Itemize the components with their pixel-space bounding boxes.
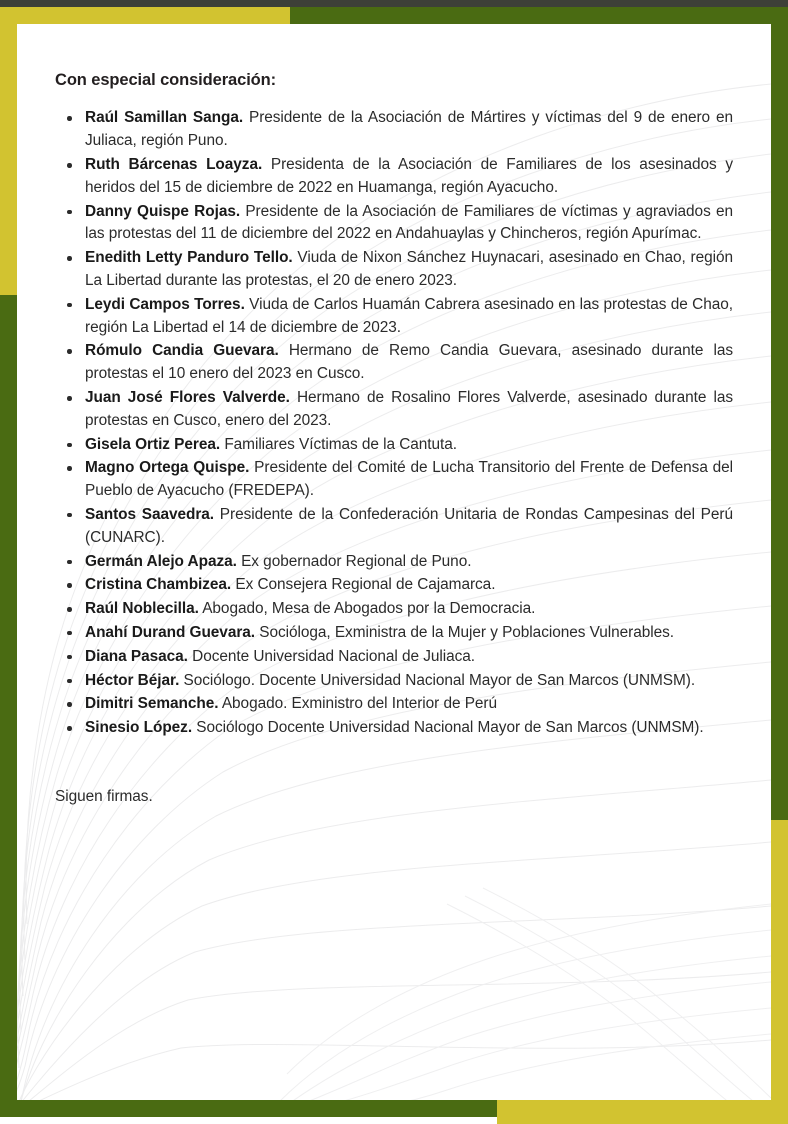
- signatory-description: Presidente de la Asociación de Mártires y víctimas del 9 de enero en Juliaca, región Puno.: [85, 109, 733, 150]
- signatory-name: Raúl Noblecilla.: [85, 600, 199, 618]
- signatory-name: Anahí Durand Guevara.: [85, 623, 255, 641]
- list-item: [55, 551, 733, 574]
- bottom-border-green: [0, 1100, 497, 1117]
- list-item: [55, 646, 733, 669]
- list-item: [55, 504, 733, 550]
- list-item: [55, 247, 733, 293]
- list-item: [55, 387, 733, 433]
- bottom-border-yellow: [497, 1100, 788, 1124]
- signatory-description: Sociólogo. Docente Universidad Nacional Mayor de San Marcos (UNMSM).: [183, 671, 696, 689]
- list-item: [55, 201, 733, 247]
- list-item: [55, 434, 733, 457]
- signatory-name: Ruth Bárcenas Loayza.: [85, 156, 263, 174]
- signatory-description: Presidente de la Confederación Unitaria de Rondas Campesinas del Perú (CUNARC).: [85, 505, 733, 546]
- signatory-name: Danny Quispe Rojas.: [85, 202, 241, 220]
- signatory-name: Sinesio López.: [85, 719, 193, 737]
- signatory-name: Raúl Samillan Sanga.: [85, 109, 244, 127]
- signatory-description: Hermano de Rosalino Flores Valverde, asesinado durante las protestas en Cusco, enero del 2023.: [85, 389, 733, 429]
- signatory-description: Presidenta de la Asociación de Familiares de los asesinados y heridos del 15 de diciembre de 2022 en Huamanga, región Ayacucho.: [85, 156, 733, 196]
- top-dark-strip: [0, 0, 788, 7]
- list-item: [55, 457, 733, 503]
- left-border-yellow: [0, 7, 17, 295]
- list-item: [55, 294, 733, 340]
- signatory-name: Magno Ortega Quispe.: [85, 459, 250, 477]
- top-border-green: [290, 7, 788, 24]
- top-border-yellow: [0, 7, 290, 24]
- signatory-name: Cristina Chambizea.: [85, 576, 232, 594]
- signatory-description: Docente Universidad Nacional de Juliaca.: [192, 647, 476, 665]
- signatory-description: Abogado, Mesa de Abogados por la Democracia.: [202, 600, 536, 618]
- list-item: [55, 717, 733, 740]
- document-content: [17, 24, 771, 1117]
- signatory-name: Rómulo Candia Guevara.: [85, 342, 279, 360]
- signatory-name: Héctor Béjar.: [85, 671, 180, 689]
- signatory-description: Presidente del Comité de Lucha Transitorio del Frente de Defensa del Pueblo de Ayacucho (FREDEPA).: [85, 459, 734, 500]
- left-border-green: [0, 295, 17, 1110]
- signatory-name: Dimitri Semanche.: [85, 695, 219, 713]
- list-item: [55, 598, 733, 621]
- document-heading: Con especial consideración:: [55, 71, 277, 89]
- list-item: [55, 154, 733, 200]
- list-item: [55, 670, 733, 693]
- signatory-description: Viuda de Nixon Sánchez Huynacari, asesinado en Chao, región La Libertad durante las protestas, el 20 de enero 2023.: [85, 249, 733, 290]
- list-item: [55, 107, 733, 153]
- signatory-list: [55, 107, 733, 740]
- signatory-name: Diana Pasaca.: [85, 647, 188, 665]
- signatory-description: Sociólogo Docente Universidad Nacional Mayor de San Marcos (UNMSM).: [196, 719, 704, 737]
- signatory-description: Abogado. Exministro del Interior de Perú: [221, 695, 498, 713]
- bottom-white-strip: [0, 1117, 497, 1124]
- right-border-yellow: [771, 820, 788, 1124]
- signatory-description: Presidente de la Asociación de Familiares de víctimas y agraviados en las protestas del 11 de diciembre del 2022 en Andahuaylas y Chincheros, región Apurímac.: [85, 202, 733, 243]
- list-item: [55, 622, 733, 645]
- signatory-description: Familiares Víctimas de la Cantuta.: [224, 435, 457, 453]
- signatory-name: Gisela Ortiz Perea.: [85, 435, 221, 453]
- list-item: [55, 340, 733, 386]
- list-item: [55, 693, 733, 716]
- signatory-description: Hermano de Remo Candia Guevara, asesinado durante las protestas el 10 enero del 2023 en Cusco.: [85, 342, 733, 383]
- signatory-name: Germán Alejo Apaza.: [85, 552, 237, 570]
- signatory-description: Ex Consejera Regional de Cajamarca.: [235, 576, 496, 594]
- signatory-name: Santos Saavedra.: [85, 505, 215, 523]
- signatory-name: Leydi Campos Torres.: [85, 295, 245, 313]
- signatory-name: Enedith Letty Panduro Tello.: [85, 249, 293, 267]
- signatory-description: Viuda de Carlos Huamán Cabrera asesinado en las protestas de Chao, región La Libertad el 14 de diciembre de 2023.: [85, 295, 733, 336]
- right-border-green: [771, 7, 788, 820]
- signatory-description: Socióloga, Exministra de la Mujer y Poblaciones Vulnerables.: [259, 623, 674, 641]
- list-item: [55, 574, 733, 597]
- closing-text: Siguen firmas.: [55, 787, 153, 805]
- signatory-description: Ex gobernador Regional de Puno.: [241, 552, 472, 570]
- signatory-name: Juan José Flores Valverde.: [85, 389, 290, 406]
